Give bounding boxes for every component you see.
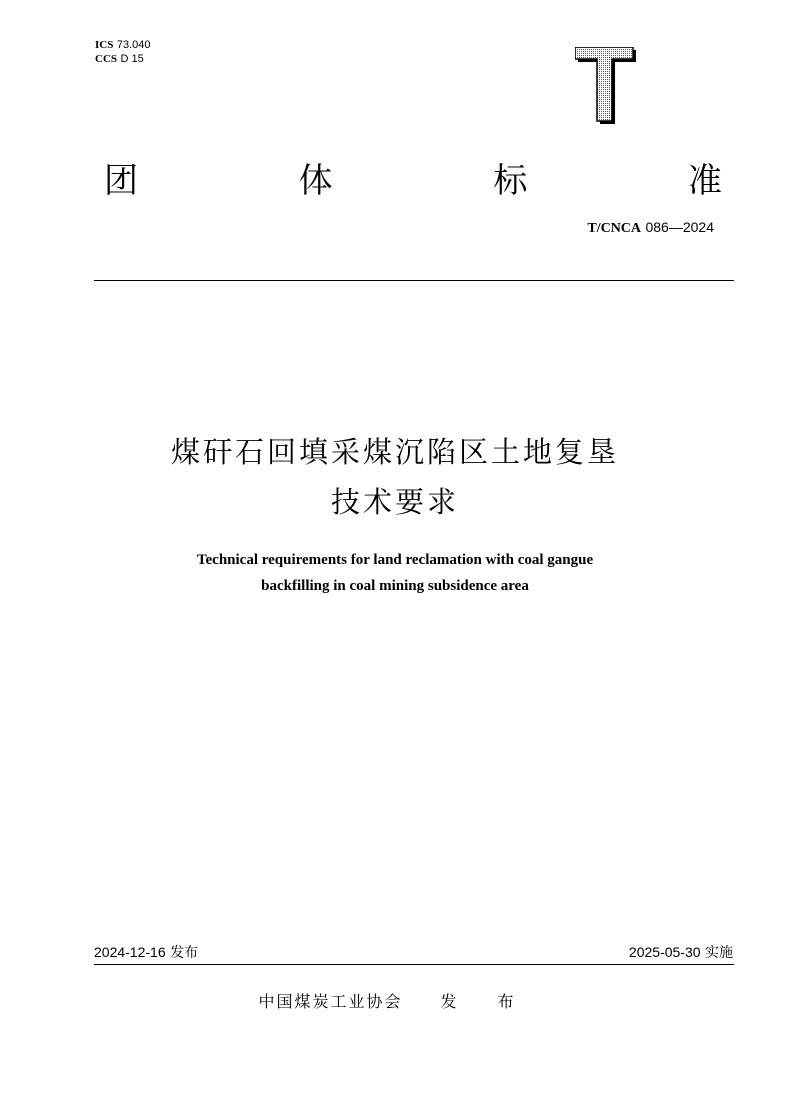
implement-date: 2025-05-30 [628,944,701,960]
standard-code: T/CNCA [587,221,642,236]
title-cn-line1: 煤矸石回填采煤沉陷区土地复垦 [170,435,619,469]
standard-type-char: 团 [104,161,138,201]
top-divider [94,280,734,281]
t-logo-icon [575,47,637,125]
issue-label: 发布 [170,945,199,961]
implement-label: 实施 [705,945,733,961]
ccs-value: D 15 [120,53,144,65]
classification-codes [95,38,151,66]
ics-row [95,38,151,52]
publisher-action: 发 布 [440,992,532,1011]
title-cn-line2: 技术要求 [330,485,459,519]
standard-number [587,219,714,237]
publisher-name: 中国煤炭工业协会 [258,992,403,1011]
ccs-row [95,52,151,66]
ccs-label: CCS [95,53,118,65]
standard-number-value: 086—2024 [645,219,714,235]
standard-type-char: 标 [493,161,528,201]
title-en-line2: backfilling in coal mining subsidence area [261,578,529,594]
standard-type-char: 体 [298,161,333,201]
standard-type-char: 准 [687,161,722,201]
title-en-line1: Technical requirements for land reclamation with coal gangue [196,552,594,568]
implement-date-block [629,942,733,962]
ics-value: 73.040 [116,39,151,51]
standard-type-title [104,158,722,204]
publisher-line [0,989,790,1012]
issue-date-block [94,942,198,962]
ics-label: ICS [95,39,114,51]
issue-date: 2024-12-16 [94,944,166,960]
bottom-divider [94,964,734,965]
